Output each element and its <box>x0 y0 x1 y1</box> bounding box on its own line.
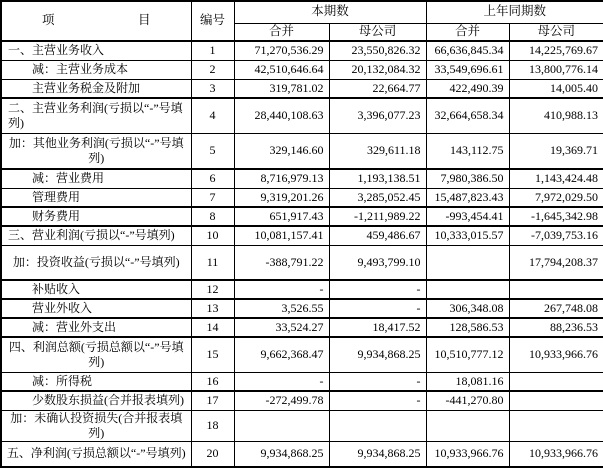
table-row <box>1 226 603 245</box>
code-cell: 7 <box>191 188 234 207</box>
value-prior-consolidated: 10,510,777.12 <box>426 337 509 372</box>
item-cell: 减：主营业务成本 <box>1 60 191 79</box>
code-cell: 3 <box>191 79 234 98</box>
value-current-consolidated: 71,270,536.29 <box>234 41 329 60</box>
item-cell: 五、净利润(亏损总额以“-”号填列) <box>1 441 191 467</box>
table-row <box>1 441 603 467</box>
value-current-parent: 18,417.52 <box>329 318 426 337</box>
value-prior-consolidated: 33,549,696.61 <box>426 60 509 79</box>
code-cell: 14 <box>191 318 234 337</box>
value-current-parent: - <box>329 372 426 391</box>
value-current-consolidated: - <box>234 372 329 391</box>
value-prior-consolidated <box>426 280 509 299</box>
value-prior-consolidated: 32,664,658.34 <box>426 98 509 133</box>
code-cell: 20 <box>191 441 234 467</box>
value-prior-consolidated: 128,586.53 <box>426 318 509 337</box>
item-cell: 加：投资收益(亏损以“-”号填列) <box>1 245 191 280</box>
value-prior-parent: 7,972,029.50 <box>509 188 603 207</box>
value-current-consolidated <box>234 410 329 441</box>
value-prior-parent: 14,005.40 <box>509 79 603 98</box>
table-header <box>1 1 603 41</box>
code-cell: 10 <box>191 226 234 245</box>
table-row <box>1 372 603 391</box>
value-current-consolidated: 33,524.27 <box>234 318 329 337</box>
table-row <box>1 41 603 60</box>
item-cell: 二、主营业务利润(亏损以“-”号填列) <box>1 98 191 133</box>
value-current-consolidated: 3,526.55 <box>234 299 329 318</box>
code-cell: 2 <box>191 60 234 79</box>
value-prior-parent: 13,800,776.14 <box>509 60 603 79</box>
value-current-parent <box>329 410 426 441</box>
table-row <box>1 299 603 318</box>
value-current-parent: - <box>329 280 426 299</box>
prior-parent-header: 母公司 <box>509 23 603 41</box>
value-current-consolidated: 651,917.43 <box>234 207 329 226</box>
table-row <box>1 391 603 410</box>
current-parent-header: 母公司 <box>329 23 426 41</box>
value-current-consolidated: - <box>234 280 329 299</box>
item-cell: 加：未确认投资损失(合并报表填列) <box>1 410 191 441</box>
code-cell: 12 <box>191 280 234 299</box>
value-prior-parent: -7,039,753.16 <box>509 226 603 245</box>
value-current-parent: 3,396,077.23 <box>329 98 426 133</box>
item-cell: 减：所得税 <box>1 372 191 391</box>
code-cell: 6 <box>191 169 234 188</box>
value-prior-parent <box>509 280 603 299</box>
value-current-parent: 9,934,868.25 <box>329 337 426 372</box>
item-header-label-right: 目 <box>137 13 151 28</box>
value-prior-consolidated <box>426 245 509 280</box>
value-current-consolidated: 9,934,868.25 <box>234 441 329 467</box>
value-prior-parent: 10,933,966.76 <box>509 441 603 467</box>
item-cell: 一、主营业务收入 <box>1 41 191 60</box>
value-prior-consolidated: 18,081.16 <box>426 372 509 391</box>
code-column-header: 编号 <box>191 1 234 41</box>
item-cell: 营业外收入 <box>1 299 191 318</box>
item-cell: 三、营业利润(亏损以“-”号填列) <box>1 226 191 245</box>
value-current-parent: 3,285,052.45 <box>329 188 426 207</box>
code-cell: 1 <box>191 41 234 60</box>
code-cell: 15 <box>191 337 234 372</box>
prior-period-header: 上年同期数 <box>426 1 603 23</box>
value-current-parent: - <box>329 391 426 410</box>
item-header-label-left: 项 <box>42 13 55 28</box>
value-current-parent: 9,493,799.10 <box>329 245 426 280</box>
value-prior-consolidated: -441,270.80 <box>426 391 509 410</box>
value-prior-parent: 88,236.53 <box>509 318 603 337</box>
value-prior-parent <box>509 391 603 410</box>
value-current-consolidated: 8,716,979.13 <box>234 169 329 188</box>
value-current-parent: 1,193,138.51 <box>329 169 426 188</box>
item-column-header <box>1 1 191 41</box>
table-row <box>1 169 603 188</box>
value-prior-consolidated: 10,333,015.57 <box>426 226 509 245</box>
code-cell: 17 <box>191 391 234 410</box>
value-current-consolidated: 319,781.02 <box>234 79 329 98</box>
code-cell: 16 <box>191 372 234 391</box>
item-cell: 加：其他业务利润(亏损以“-”号填列) <box>1 133 191 169</box>
value-current-parent: 20,132,084.32 <box>329 60 426 79</box>
value-current-consolidated: 329,146.60 <box>234 133 329 169</box>
value-current-consolidated: 9,662,368.47 <box>234 337 329 372</box>
value-current-consolidated: -272,499.78 <box>234 391 329 410</box>
table-body <box>1 41 603 467</box>
table-row <box>1 98 603 133</box>
value-prior-parent: 14,225,769.67 <box>509 41 603 60</box>
item-cell: 四、利润总额(亏损总额以“-”号填列) <box>1 337 191 372</box>
value-prior-consolidated: 10,933,966.76 <box>426 441 509 467</box>
table-row <box>1 188 603 207</box>
prior-consolidated-header: 合并 <box>426 23 509 41</box>
code-cell: 8 <box>191 207 234 226</box>
item-cell: 管理费用 <box>1 188 191 207</box>
value-prior-consolidated: 422,490.39 <box>426 79 509 98</box>
value-current-parent: 329,611.18 <box>329 133 426 169</box>
item-cell: 主营业务税金及附加 <box>1 79 191 98</box>
value-prior-consolidated: 15,487,823.43 <box>426 188 509 207</box>
value-prior-consolidated: 143,112.75 <box>426 133 509 169</box>
code-cell: 13 <box>191 299 234 318</box>
value-prior-parent <box>509 372 603 391</box>
value-prior-parent <box>509 410 603 441</box>
code-cell: 4 <box>191 98 234 133</box>
value-current-parent: 459,486.67 <box>329 226 426 245</box>
value-prior-parent: 267,748.08 <box>509 299 603 318</box>
value-current-parent: 22,664.77 <box>329 79 426 98</box>
code-cell: 5 <box>191 133 234 169</box>
value-current-parent: -1,211,989.22 <box>329 207 426 226</box>
item-cell: 减：营业外支出 <box>1 318 191 337</box>
current-consolidated-header: 合并 <box>234 23 329 41</box>
value-current-parent: 23,550,826.32 <box>329 41 426 60</box>
value-current-consolidated: 42,510,646.64 <box>234 60 329 79</box>
table-row <box>1 60 603 79</box>
value-current-consolidated: 10,081,157.41 <box>234 226 329 245</box>
value-prior-consolidated: 7,980,386.50 <box>426 169 509 188</box>
value-current-parent: 9,934,868.25 <box>329 441 426 467</box>
table-row <box>1 280 603 299</box>
table-row <box>1 79 603 98</box>
item-cell: 减：营业费用 <box>1 169 191 188</box>
item-cell: 财务费用 <box>1 207 191 226</box>
value-prior-parent: 1,143,424.48 <box>509 169 603 188</box>
value-prior-parent: 17,794,208.37 <box>509 245 603 280</box>
current-period-header: 本期数 <box>234 1 426 23</box>
table-row <box>1 207 603 226</box>
value-prior-consolidated: 66,636,845.34 <box>426 41 509 60</box>
value-prior-consolidated <box>426 410 509 441</box>
table-row <box>1 410 603 441</box>
value-current-parent: - <box>329 299 426 318</box>
value-prior-parent: -1,645,342.98 <box>509 207 603 226</box>
value-prior-parent: 410,988.13 <box>509 98 603 133</box>
value-prior-consolidated: 306,348.08 <box>426 299 509 318</box>
value-prior-consolidated: -993,454.41 <box>426 207 509 226</box>
table-row <box>1 133 603 169</box>
table-row <box>1 337 603 372</box>
code-cell: 18 <box>191 410 234 441</box>
value-current-consolidated: 9,319,201.26 <box>234 188 329 207</box>
item-cell: 少数股东损益(合并报表填列) <box>1 391 191 410</box>
value-prior-parent: 19,369.71 <box>509 133 603 169</box>
value-prior-parent: 10,933,966.76 <box>509 337 603 372</box>
value-current-consolidated: -388,791.22 <box>234 245 329 280</box>
item-cell: 补贴收入 <box>1 280 191 299</box>
table-row <box>1 318 603 337</box>
table-row <box>1 245 603 280</box>
code-cell: 11 <box>191 245 234 280</box>
value-current-consolidated: 28,440,108.63 <box>234 98 329 133</box>
